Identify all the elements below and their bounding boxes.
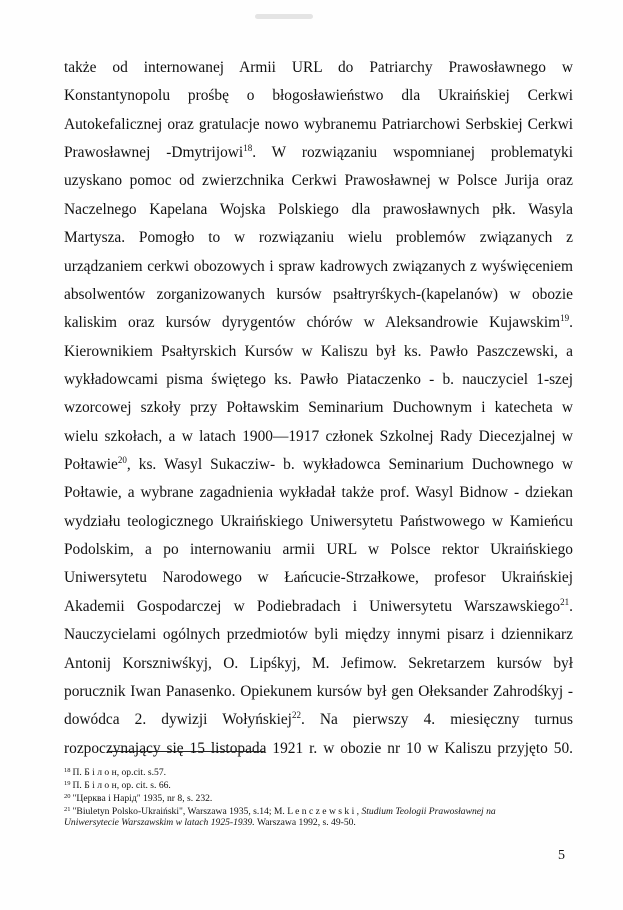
text-line: rozpoczynający się 15 listopada 1921 r. w obozie nr 10 w Kaliszu przyjęto 50. — [64, 739, 573, 757]
footnote-ref-19: 19 — [560, 313, 570, 324]
text-line: Antonij Korszniwśkyj, O. Lipśkyj, M. Jefimow. Sekretarzem kursów był — [64, 654, 573, 672]
footnote-text: П. Б і л о н, op.cit. s.57. — [72, 767, 167, 778]
text-line: Naczelnego Kapelana Wojska Polskiego dla prawosławnych płk. Wasyla — [64, 200, 573, 218]
text-line — [64, 309, 573, 337]
text-line: urządzaniem cerkwi obozowych i spraw kadrowych związanych z wyświęceniem — [64, 257, 573, 275]
text-line: Konstantynopolu prośbę o błogosławieństwo dla Ukraińskiej Cerkwi — [64, 87, 573, 105]
footnote-text: "Biuletyn Polsko-Ukraiński", Warszawa 1935, s.14; M. L e n c z e w s k i , — [72, 806, 362, 817]
text-segment: Połtawie — [64, 456, 118, 474]
body-text — [64, 54, 573, 763]
footnote-separator — [108, 751, 265, 752]
text-line — [64, 593, 573, 621]
text-segment: Akademii Gospodarczej w Podiebradach i Uniwersytetu Warszawskiego — [64, 597, 561, 615]
footnote — [64, 765, 573, 778]
footnotes — [64, 765, 573, 828]
footnote — [64, 778, 573, 791]
text-line: Połtawie, a wybrane zagadnienia wykładał także prof. Wasyl Bidnow - dziekan — [64, 484, 573, 502]
text-line: wydziału teologicznego Ukraińskiego Uniwersytetu Państwowego w Kamieńcu — [64, 512, 573, 530]
footnote-continuation — [64, 817, 573, 828]
footnote-ref-21: 21 — [560, 596, 570, 607]
header-mark — [255, 14, 313, 19]
text-segment: . Na pierwszy 4. miesięczny turnus — [300, 711, 573, 729]
text-line: wielu szkołach, a w latach 1900—1917 członek Szkolnej Rady Diecezjalnej w — [64, 427, 573, 445]
text-line: uzyskano pomoc od zwierzchnika Cerkwi Prawosławnej w Polsce Jurija oraz — [64, 172, 573, 190]
text-segment: Prawosławnej -Dmytrijowi — [64, 144, 244, 162]
footnote-title: Studium Teologii Prawosławnej na — [361, 806, 496, 817]
footnote-title: Uniwersytecie Warszawskim w latach 1925-1939. — [64, 817, 255, 828]
text-line: Autokefalicznej oraz gratulacje nowo wybranemu Patriarchowi Serbskiej Cerkwi — [64, 115, 573, 133]
footnote-number: 21 — [64, 806, 71, 813]
footnote-ref-18: 18 — [243, 143, 253, 154]
text-line — [64, 139, 573, 167]
footnote-number: 19 — [64, 780, 71, 787]
footnote — [64, 804, 573, 817]
text-line: Uniwersytetu Narodowego w Łańcucie-Strzałkowe, profesor Ukraińskiej — [64, 569, 573, 587]
footnote-text: "Церква і Нарід" 1935, nr 8, s. 232. — [72, 793, 213, 804]
text-line: wykładowcami pisma świętego ks. Pawło Piataczenko - b. nauczyciel 1-szej — [64, 370, 573, 388]
footnote — [64, 791, 573, 804]
text-line: także od internowanej Armii URL do Patriarchy Prawosławnego w — [64, 59, 573, 76]
text-line: Podolskim, a po internowaniu armii URL w Polsce rektor Ukraińskiego — [64, 541, 573, 559]
text-line: porucznik Iwan Panasenko. Opiekunem kursów był gen Ołeksander Zahrodśkyj - — [64, 682, 573, 700]
text-line — [64, 451, 573, 479]
text-line: Kierownikiem Psałtyrskich Kursów w Kaliszu był ks. Pawło Paszczewski, a — [64, 342, 573, 360]
footnote-ref-20: 20 — [117, 455, 127, 466]
text-line — [64, 706, 573, 734]
text-segment: . — [569, 314, 573, 332]
text-line: absolwentów zorganizowanych kursów psałtryrśkych-(kapelanów) w obozie — [64, 285, 573, 303]
footnote-number: 18 — [64, 767, 71, 774]
text-line: Nauczycielami ogólnych przedmiotów byli między innymi pisarz i dziennikarz — [64, 626, 573, 644]
text-segment: dowódca 2. dywizji Wołyńskiej — [64, 711, 292, 729]
text-segment: . — [569, 597, 573, 615]
footnote-text: П. Б і л о н, op. cit. s. 66. — [72, 780, 171, 791]
text-segment: . W rozwiązaniu wspomnianej problematyki — [252, 144, 573, 162]
footnote-ref-22: 22 — [291, 710, 301, 721]
text-segment: kaliskim oraz kursów dyrygentów chórów w Aleksandrowie Kujawskim — [64, 314, 561, 332]
text-line: wzorcowej szkoły przy Połtawskim Seminarium Duchownym i katecheta w — [64, 399, 573, 417]
footnote-number: 20 — [64, 793, 71, 800]
page-number: 5 — [558, 848, 565, 863]
text-segment: , ks. Wasyl Sukaczіw- b. wykładowca Seminarium Duchownego w — [126, 456, 573, 474]
text-line: Martysza. Pomogło to w rozwiązaniu wielu problemów związanych z — [64, 229, 573, 247]
footnote-text: Warszawa 1992, s. 49-50. — [254, 817, 356, 828]
